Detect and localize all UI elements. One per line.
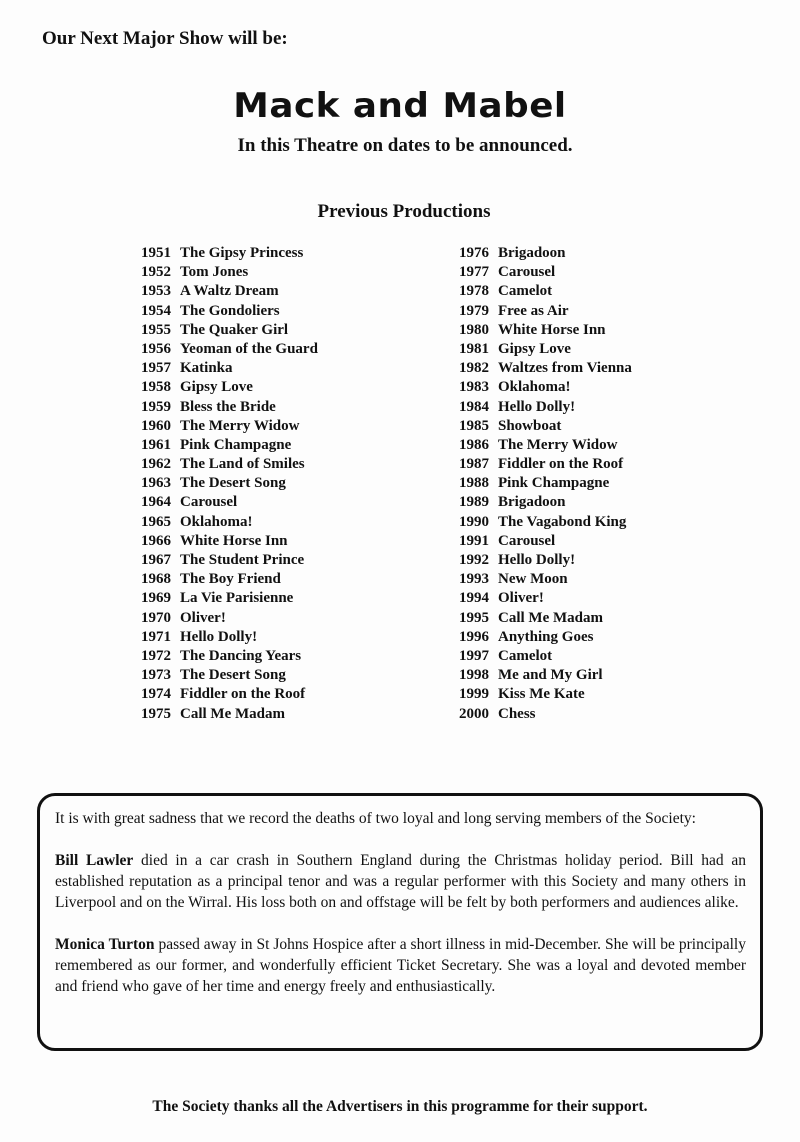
production-title: Pink Champagne <box>180 436 292 453</box>
production-row <box>459 455 632 474</box>
production-row <box>141 302 318 321</box>
production-year: 1971 <box>141 628 171 645</box>
production-row <box>141 263 318 282</box>
production-row <box>141 666 318 685</box>
production-year: 1974 <box>141 686 171 703</box>
production-year: 1952 <box>141 264 171 281</box>
production-title: Katinka <box>180 360 233 377</box>
production-row <box>459 532 632 551</box>
production-title: New Moon <box>498 571 568 588</box>
production-year: 1967 <box>141 552 171 568</box>
production-title: Hello Dolly! <box>180 628 258 645</box>
production-row <box>459 474 632 493</box>
production-row <box>141 244 318 263</box>
productions-list-left <box>141 244 318 724</box>
production-title: Chess <box>498 705 536 722</box>
production-row <box>459 359 632 378</box>
production-row <box>141 609 318 628</box>
production-year: 1998 <box>459 667 489 684</box>
production-year: 1986 <box>459 436 489 453</box>
production-row <box>141 340 318 359</box>
production-title: Gipsy Love <box>498 340 571 357</box>
productions-list-right <box>459 244 632 724</box>
production-title: Camelot <box>498 647 553 664</box>
production-title: Waltzes from Vienna <box>498 360 632 377</box>
production-title: Bless the Bride <box>180 398 276 415</box>
production-title: Tom Jones <box>180 264 249 281</box>
production-row <box>141 570 318 589</box>
production-year: 1989 <box>459 494 489 511</box>
production-year: 1969 <box>141 590 171 607</box>
production-title: Oliver! <box>180 609 226 626</box>
production-year: 1996 <box>459 628 489 645</box>
production-title: The Quaker Girl <box>180 321 289 338</box>
production-row <box>141 493 318 512</box>
production-title: The Land of Smiles <box>180 456 305 473</box>
production-year: 1988 <box>459 475 489 492</box>
production-year: 1983 <box>459 379 489 396</box>
production-year: 1957 <box>141 360 171 377</box>
production-year: 1994 <box>459 590 489 607</box>
production-year: 1987 <box>459 456 489 473</box>
production-row <box>141 647 318 666</box>
production-row <box>459 417 632 436</box>
production-row <box>459 589 632 608</box>
production-year: 1995 <box>459 609 489 626</box>
production-year: 1953 <box>141 283 171 300</box>
production-title: Fiddler on the Roof <box>180 686 306 703</box>
production-year: 1976 <box>459 245 489 261</box>
production-row <box>459 628 632 647</box>
obituary-monica-turton <box>55 934 746 997</box>
previous-productions-heading: Previous Productions <box>317 201 491 222</box>
production-row <box>141 436 318 455</box>
production-year: 1993 <box>459 571 489 588</box>
production-row <box>459 705 632 724</box>
production-row <box>141 359 318 378</box>
production-row <box>141 532 318 551</box>
production-title: Oliver! <box>498 590 544 607</box>
production-row <box>141 685 318 704</box>
production-year: 1966 <box>141 532 171 549</box>
obituary-bill-lawler <box>55 850 746 913</box>
production-year: 1963 <box>141 475 171 492</box>
production-row <box>141 474 318 493</box>
production-title: Call Me Madam <box>498 609 603 626</box>
production-title: Hello Dolly! <box>498 552 576 568</box>
production-row <box>459 302 632 321</box>
obituary-text: died in a car crash in Southern England during the Christmas holiday period. Bill had an established reputation as a principal tenor and was a regular performer with this Society and many others in Liverpool and on the Wirral. His loss both on and offstage will be felt by both performers and audiences alike. <box>55 852 746 911</box>
obituary-notice-box <box>37 793 763 1051</box>
production-year: 1980 <box>459 321 489 338</box>
production-year: 1999 <box>459 686 489 703</box>
production-year: 1959 <box>141 398 171 415</box>
production-year: 1973 <box>141 667 171 684</box>
production-year: 1970 <box>141 609 171 626</box>
production-year: 1979 <box>459 302 489 319</box>
production-row <box>459 570 632 589</box>
production-title: The Vagabond King <box>498 513 627 530</box>
production-title: The Merry Widow <box>498 436 618 453</box>
production-row <box>459 513 632 532</box>
production-title: Oklahoma! <box>498 379 571 396</box>
production-year: 1981 <box>459 340 489 357</box>
production-title: The Merry Widow <box>180 417 300 434</box>
production-title: Gipsy Love <box>180 379 253 396</box>
production-year: 1956 <box>141 340 171 357</box>
production-row <box>141 513 318 532</box>
production-title: The Boy Friend <box>180 571 281 588</box>
production-row <box>141 455 318 474</box>
production-title: Me and My Girl <box>498 667 603 684</box>
production-title: Carousel <box>180 494 238 511</box>
production-year: 1990 <box>459 513 489 530</box>
production-title: A Waltz Dream <box>180 283 279 300</box>
production-year: 1960 <box>141 417 171 434</box>
production-title: White Horse Inn <box>498 321 606 338</box>
production-title: Oklahoma! <box>180 513 253 530</box>
production-row <box>141 417 318 436</box>
production-title: Yeoman of the Guard <box>180 340 318 357</box>
production-title: The Desert Song <box>180 667 286 684</box>
production-title: Brigadoon <box>498 494 566 511</box>
production-row <box>459 340 632 359</box>
obituary-name: Bill Lawler <box>55 852 134 869</box>
production-year: 1997 <box>459 647 489 664</box>
production-year: 1977 <box>459 264 489 281</box>
production-row <box>459 666 632 685</box>
production-row <box>459 398 632 417</box>
production-row <box>141 398 318 417</box>
production-year: 1962 <box>141 456 171 473</box>
production-row <box>459 647 632 666</box>
production-row <box>141 321 318 340</box>
production-title: Brigadoon <box>498 245 566 261</box>
production-year: 1968 <box>141 571 171 588</box>
production-row <box>141 628 318 647</box>
production-year: 1978 <box>459 283 489 300</box>
production-title: Pink Champagne <box>498 475 610 492</box>
production-title: Carousel <box>498 264 556 281</box>
obituary-name: Monica Turton <box>55 936 155 953</box>
production-row <box>141 551 318 570</box>
production-row <box>459 551 632 570</box>
production-row <box>141 589 318 608</box>
production-year: 1984 <box>459 398 489 415</box>
production-title: Fiddler on the Roof <box>498 456 624 473</box>
production-title: The Gondoliers <box>180 302 280 319</box>
production-year: 1991 <box>459 532 489 549</box>
production-year: 1955 <box>141 321 171 338</box>
production-year: 1985 <box>459 417 489 434</box>
production-row <box>459 436 632 455</box>
production-row <box>459 321 632 340</box>
production-year: 2000 <box>459 705 489 722</box>
show-title: Mack and Mabel <box>233 86 567 126</box>
production-title: Free as Air <box>498 302 569 319</box>
production-year: 1972 <box>141 647 171 664</box>
production-year: 1965 <box>141 513 171 530</box>
production-year: 1975 <box>141 705 171 722</box>
production-year: 1992 <box>459 552 489 568</box>
production-title: Showboat <box>498 417 562 434</box>
production-title: Anything Goes <box>498 628 594 645</box>
production-title: The Dancing Years <box>180 647 302 664</box>
production-title: Kiss Me Kate <box>498 686 585 703</box>
production-row <box>141 705 318 724</box>
production-row <box>459 263 632 282</box>
production-row <box>459 685 632 704</box>
production-title: Hello Dolly! <box>498 398 576 415</box>
production-year: 1958 <box>141 379 171 396</box>
production-row <box>459 493 632 512</box>
obituary-text: passed away in St Johns Hospice after a short illness in mid-December. She will be principally remembered as our former, and wonderfully efficient Ticket Secretary. She was a loyal and devoted member and friend who gave of her time and energy freely and enthusiastically. <box>55 936 746 995</box>
production-row <box>141 282 318 301</box>
show-subtitle: In this Theatre on dates to be announced. <box>237 135 573 156</box>
production-row <box>459 282 632 301</box>
production-year: 1954 <box>141 302 171 319</box>
production-title: Camelot <box>498 283 553 300</box>
production-title: The Gipsy Princess <box>180 245 304 261</box>
production-year: 1964 <box>141 494 171 511</box>
production-title: The Student Prince <box>180 552 305 568</box>
production-row <box>141 378 318 397</box>
production-title: La Vie Parisienne <box>180 590 294 607</box>
production-title: The Desert Song <box>180 475 286 492</box>
production-title: White Horse Inn <box>180 532 288 549</box>
advertisers-thanks: The Society thanks all the Advertisers in this programme for their support. <box>152 1098 648 1115</box>
production-year: 1961 <box>141 436 171 453</box>
production-row <box>459 244 632 263</box>
next-show-label: Our Next Major Show will be: <box>42 28 288 49</box>
production-title: Call Me Madam <box>180 705 285 722</box>
production-row <box>459 378 632 397</box>
production-row <box>459 609 632 628</box>
production-year: 1982 <box>459 360 489 377</box>
obituary-intro: It is with great sadness that we record the deaths of two loyal and long serving members of the Society: <box>55 810 696 827</box>
production-title: Carousel <box>498 532 556 549</box>
production-year: 1951 <box>141 245 171 261</box>
